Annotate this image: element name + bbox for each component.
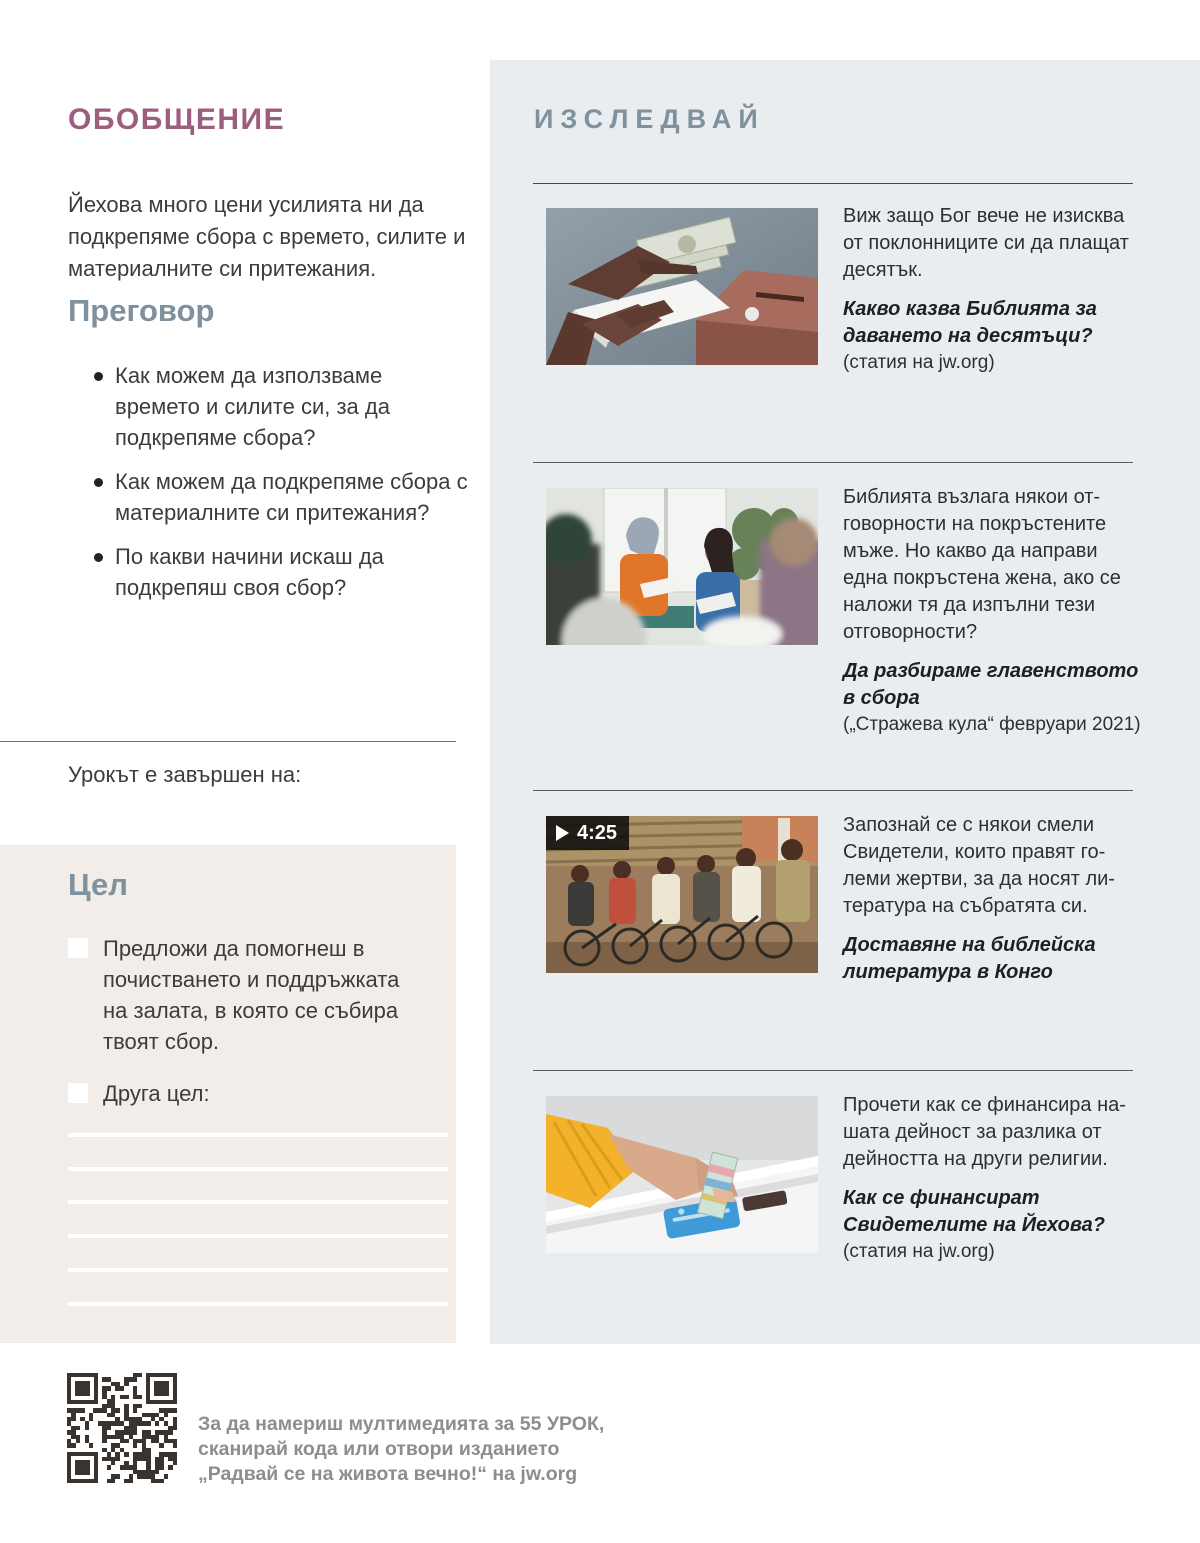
goal-title: Цел	[68, 867, 128, 902]
explore-reference-link[interactable]: Как се финансират Свидетелите на Йехова?	[843, 1187, 1105, 1236]
explore-reference-link[interactable]: Какво казва Библията за даването на десятъци?	[843, 298, 1097, 347]
donation-envelope-illustration	[546, 208, 818, 365]
congo-bicycle-video-thumbnail[interactable]	[546, 816, 818, 973]
goal-item	[68, 933, 428, 1057]
explore-description: Виж защо Бог вече не изисква от поклонниците си да плащат десятък.	[843, 205, 1129, 281]
write-line[interactable]	[68, 1200, 448, 1204]
explore-divider	[533, 183, 1133, 184]
goal-item	[68, 1078, 428, 1109]
explore-divider	[533, 790, 1133, 791]
explore-item-text	[843, 484, 1143, 738]
explore-reference-link[interactable]: Да разбираме главенството в сбора	[843, 660, 1139, 709]
goal-item-label: Друга цел:	[103, 1081, 210, 1106]
explore-item-text	[843, 1092, 1143, 1265]
video-duration-badge	[546, 816, 629, 850]
explore-description: Библията възлага някои отговорности на покръстените мъже. Но какво да направи една покръстена жена, ако се наложи тя да изпълни тези отговорности?	[843, 486, 1121, 643]
review-question: Как можем да подкрепяме сбора с материалните си притежания?	[68, 466, 470, 528]
explore-item-text	[843, 203, 1143, 376]
explore-divider	[533, 462, 1133, 463]
review-question: Как можем да използваме времето и силите си, за да подкрепяме сбора?	[68, 360, 470, 453]
goal-checkbox[interactable]	[68, 1083, 88, 1103]
explore-reference-note: (статия на jw.org)	[843, 352, 995, 373]
donation-envelope-image	[546, 208, 818, 365]
congregation-meeting-photo	[546, 488, 818, 645]
qr-code[interactable]	[67, 1373, 177, 1483]
review-question: По какви начини искаш да подкрепяш своя сбор?	[68, 541, 470, 603]
qr-caption-line: „Радвай се на живота вечно!“ на jw.org	[198, 1463, 578, 1485]
goal-section	[0, 845, 456, 1343]
goal-checkbox[interactable]	[68, 938, 88, 958]
congregation-meeting-image	[546, 488, 818, 645]
explore-reference-note: („Стражева кула“ февруари 2021)	[843, 714, 1141, 735]
video-duration: 4:25	[577, 821, 618, 844]
explore-divider	[533, 1070, 1133, 1071]
explore-description: Запознай се с някои смели Свидетели, които правят големи жертви, за да носят литература на събратята си.	[843, 814, 1115, 917]
left-divider	[0, 741, 456, 742]
lesson-completed-label: Урокът е завършен на:	[68, 762, 302, 787]
write-line[interactable]	[68, 1167, 448, 1171]
qr-caption-line: За да намериш мултимедията за 55 УРОК,	[198, 1413, 605, 1435]
explore-panel	[490, 60, 1200, 1344]
explore-title: ИЗСЛЕДВАЙ	[534, 104, 765, 134]
explore-reference-link[interactable]: Доставяне на библейска литература в Конго	[843, 934, 1096, 983]
review-title: Преговор	[68, 293, 215, 328]
contribution-box-image	[546, 1096, 818, 1253]
qr-caption-line: сканирай кода или отвори изданието	[198, 1438, 560, 1460]
play-icon	[556, 825, 569, 841]
write-line[interactable]	[68, 1302, 448, 1306]
explore-reference-note: (статия на jw.org)	[843, 1241, 995, 1262]
write-line[interactable]	[68, 1133, 448, 1137]
goal-item-label: Предложи да помогнеш в почистването и поддръжката на залата, в която се събира твоят сбор.	[103, 936, 400, 1054]
summary-body: Йехова много цени усилията ни да подкрепяме сбора с времето, силите и материалните си притежания.	[68, 192, 466, 281]
contribution-box-photo	[546, 1096, 818, 1253]
write-line[interactable]	[68, 1268, 448, 1272]
summary-title: ОБОБЩЕНИЕ	[68, 103, 286, 136]
explore-item-text	[843, 812, 1143, 986]
explore-description: Прочети как се финансира нашата дейност за разлика от дейността на други религии.	[843, 1094, 1126, 1170]
review-question-list	[68, 360, 470, 616]
write-line[interactable]	[68, 1234, 448, 1238]
qr-caption	[198, 1412, 678, 1487]
